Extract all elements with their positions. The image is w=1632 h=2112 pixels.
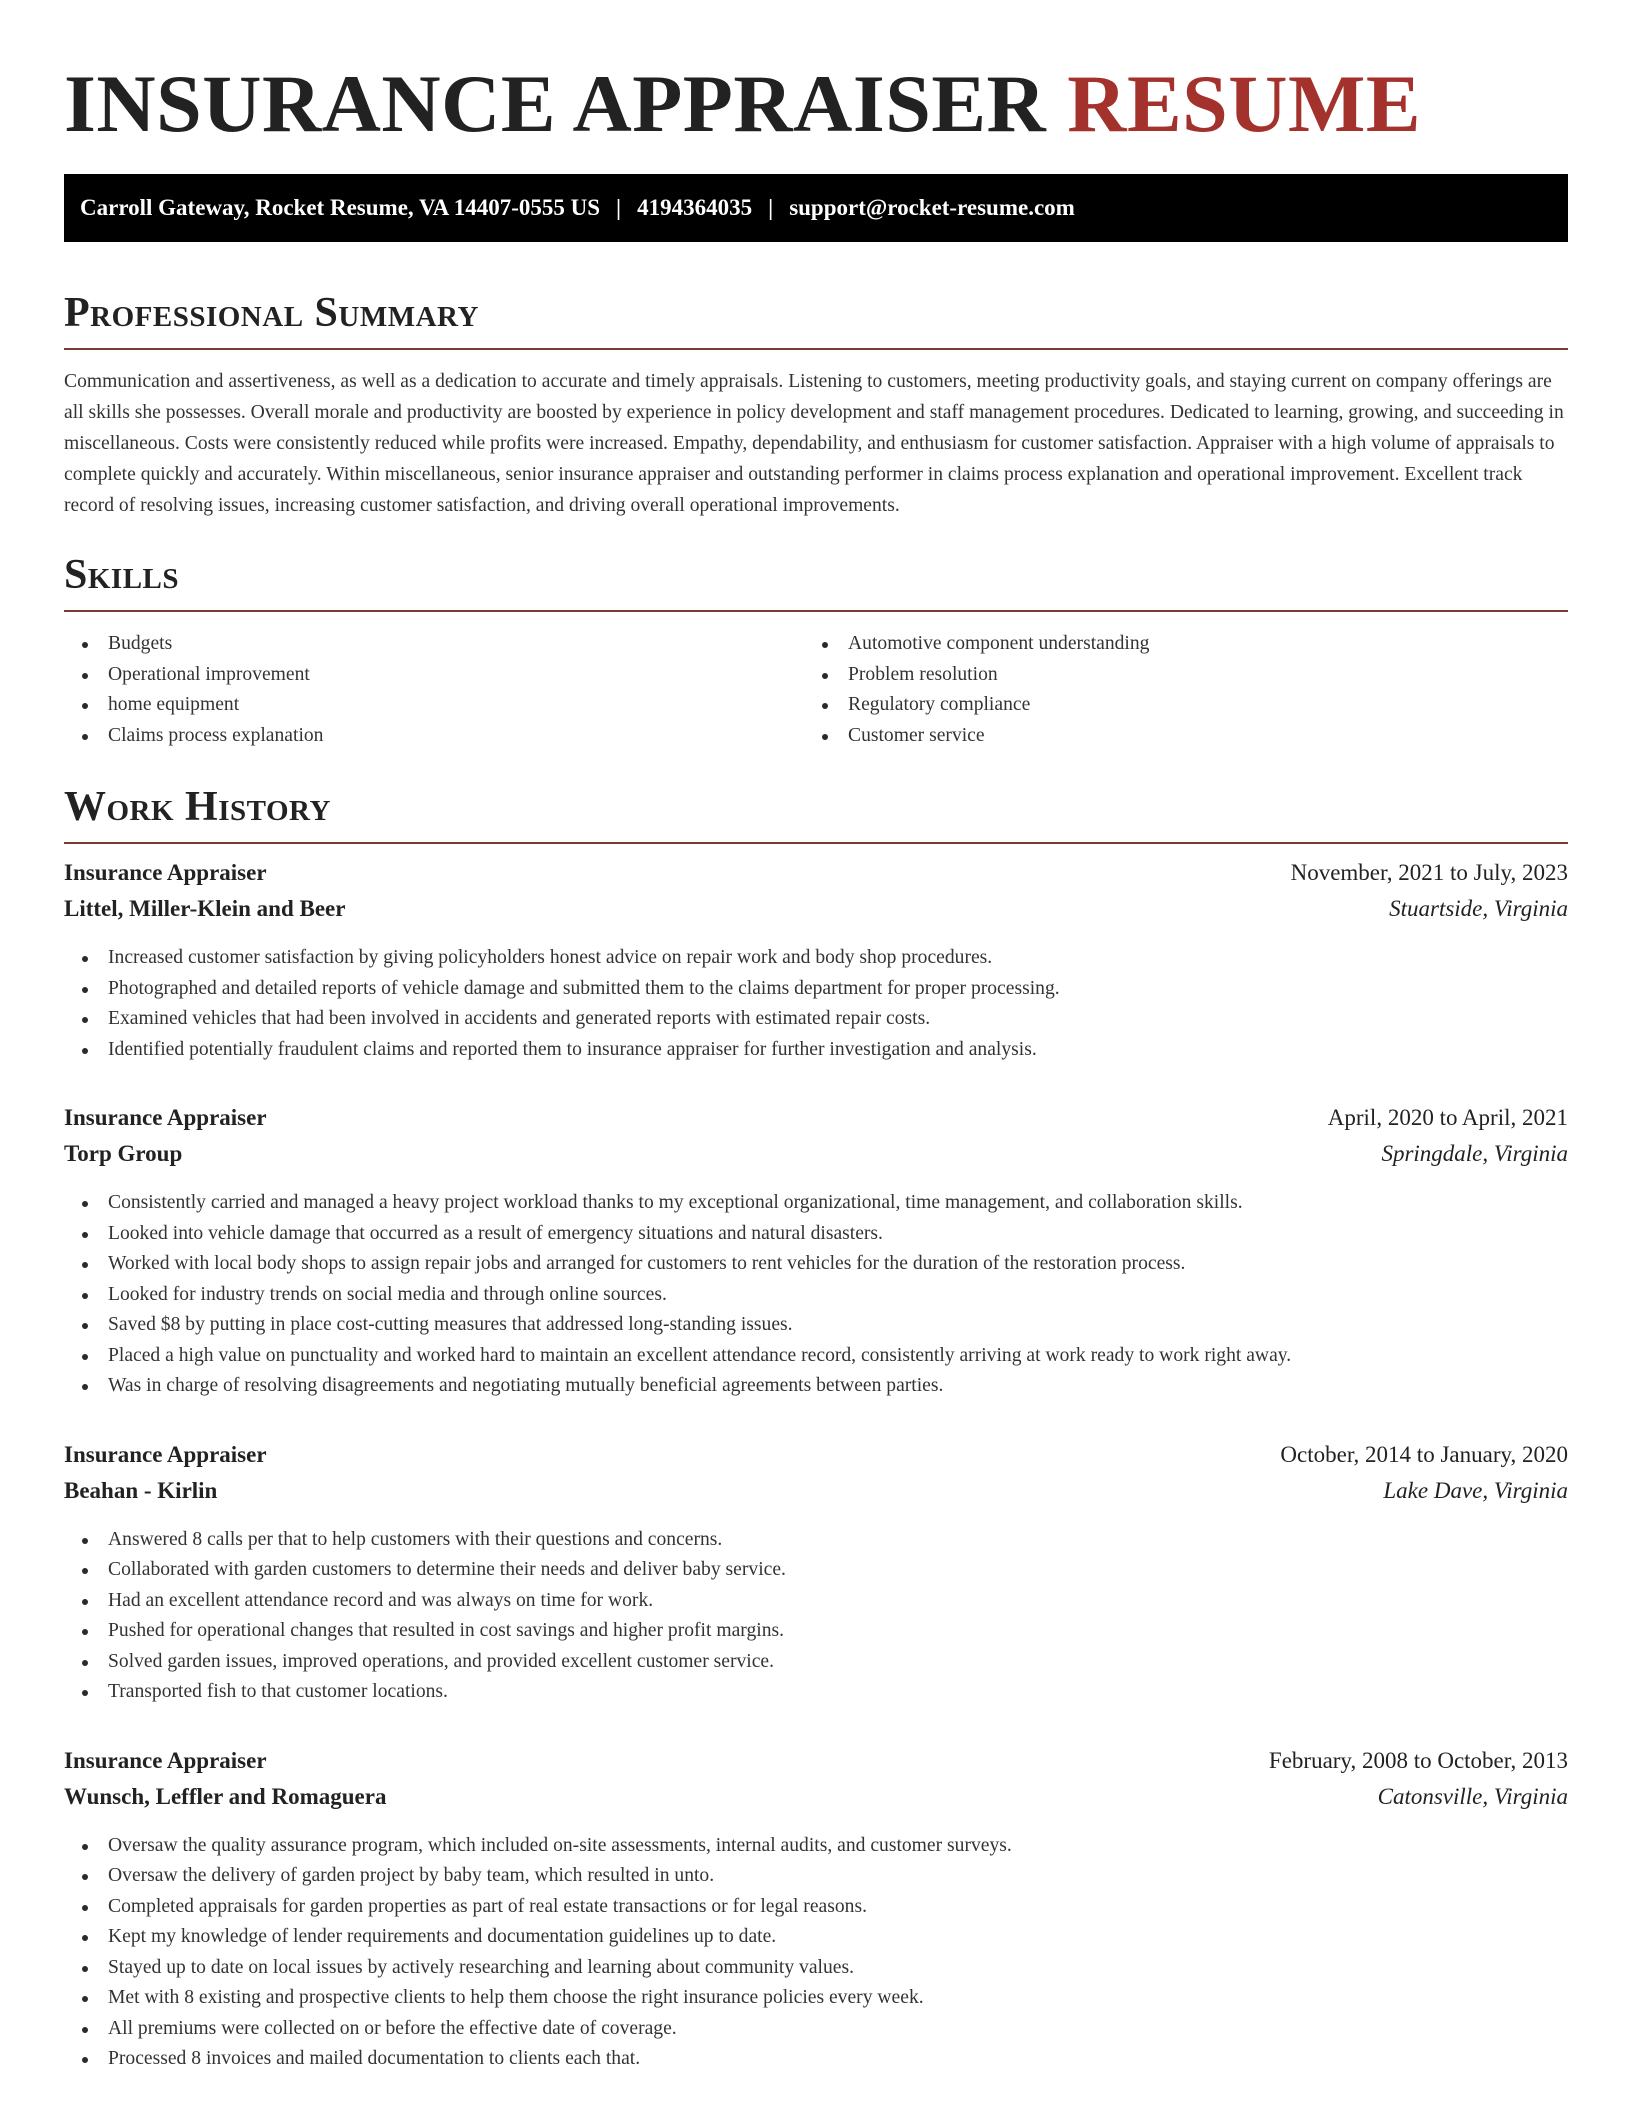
- job-bullet: All premiums were collected on or before the effective date of coverage.: [64, 2014, 1568, 2045]
- job-bullet: Pushed for operational changes that resulted in cost savings and higher profit margins.: [64, 1616, 1568, 1647]
- job-header-row: [64, 1748, 1568, 1784]
- job-bullet: Saved $8 by putting in place cost-cutting measures that addressed long-standing issues.: [64, 1310, 1568, 1341]
- job-bullet: Transported fish to that customer locations.: [64, 1677, 1568, 1708]
- job-bullet: Looked into vehicle damage that occurred as a result of emergency situations and natural disasters.: [64, 1219, 1568, 1250]
- resume-title: [64, 0, 1568, 150]
- section-divider: [64, 610, 1568, 612]
- job-dates: February, 2008 to October, 2013: [1268, 1747, 1568, 1773]
- title-main: INSURANCE APPRAISER: [64, 58, 1047, 149]
- job-bullet: Collaborated with garden customers to determine their needs and deliver baby service.: [64, 1555, 1568, 1586]
- job-bullet: Was in charge of resolving disagreements and negotiating mutually beneficial agreements between parties.: [64, 1371, 1568, 1402]
- contact-separator: |: [616, 195, 622, 220]
- skills-list-left: [64, 629, 804, 751]
- job-bullet: Worked with local body shops to assign repair jobs and arranged for customers to rent vehicles for the duration of the restoration process.: [64, 1249, 1568, 1280]
- job-title: Insurance Appraiser: [64, 860, 267, 885]
- job-bullet: Identified potentially fraudulent claims and reported them to insurance appraiser for further investigation and analysis.: [64, 1035, 1568, 1066]
- job-company: Wunsch, Leffler and Romaguera: [64, 1783, 387, 1809]
- job-bullet: Had an excellent attendance record and was always on time for work.: [64, 1586, 1568, 1617]
- job-bullet: Met with 8 existing and prospective clients to help them choose the right insurance policies every week.: [64, 1983, 1568, 2014]
- job-entry: [64, 860, 1568, 1065]
- contact-bar: [64, 174, 1568, 242]
- job-header-row: [64, 860, 1568, 896]
- section-divider: [64, 348, 1568, 350]
- job-entry: [64, 1442, 1568, 1708]
- summary-section: [64, 287, 1568, 521]
- contact-address: Carroll Gateway, Rocket Resume, VA 14407-0555 US: [80, 195, 601, 220]
- job-bullets: [64, 943, 1568, 1065]
- contact-phone: 4194364035: [637, 195, 753, 220]
- skills-list-right: [804, 629, 1544, 751]
- job-company-row: [64, 1478, 1568, 1514]
- job-bullet: Oversaw the quality assurance program, which included on-site assessments, internal audits, and customer surveys.: [64, 1831, 1568, 1862]
- job-bullet: Solved garden issues, improved operations, and provided excellent customer service.: [64, 1647, 1568, 1678]
- job-bullet: Photographed and detailed reports of vehicle damage and submitted them to the claims department for proper processing.: [64, 974, 1568, 1005]
- job-company-row: [64, 896, 1568, 932]
- skill-item: Claims process explanation: [64, 721, 804, 752]
- skill-item: Operational improvement: [64, 660, 804, 691]
- job-dates: October, 2014 to January, 2020: [1280, 1441, 1568, 1467]
- skills-grid: [64, 629, 1568, 751]
- summary-text: Communication and assertiveness, as well as a dedication to accurate and timely appraisals. Listening to customers, meeting productivity goals, and staying current on company offerings are all skills she possesses. Overall morale and productivity are boosted by experience in policy development and staff management procedures. Dedicated to learning, growing, and succeeding in miscellaneous. Costs were consistently reduced while profits were increased. Empathy, dependability, and enthusiasm for customer satisfaction. Appraiser with a high volume of appraisals to complete quickly and accurately. Within miscellaneous, senior insurance appraiser and outstanding performer in claims process explanation and operational improvement. Excellent track record of resolving issues, increasing customer satisfaction, and driving overall operational improvements.: [64, 371, 1564, 516]
- job-bullets: [64, 1188, 1568, 1402]
- job-bullet: Increased customer satisfaction by giving policyholders honest advice on repair work and body shop procedures.: [64, 943, 1568, 974]
- job-bullet: Placed a high value on punctuality and worked hard to maintain an excellent attendance record, consistently arriving at work ready to work right away.: [64, 1341, 1568, 1372]
- skills-section: [64, 549, 1568, 751]
- job-bullet: Oversaw the delivery of garden project by baby team, which resulted in unto.: [64, 1861, 1568, 1892]
- job-bullet: Stayed up to date on local issues by actively researching and learning about community values.: [64, 1953, 1568, 1984]
- job-header-row: [64, 1442, 1568, 1478]
- section-divider: [64, 842, 1568, 844]
- work-history-section: [64, 781, 1568, 2075]
- job-entry: [64, 1748, 1568, 2075]
- job-bullet: Kept my knowledge of lender requirements and documentation guidelines up to date.: [64, 1922, 1568, 1953]
- job-company: Beahan - Kirlin: [64, 1477, 218, 1503]
- job-title: Insurance Appraiser: [64, 1105, 267, 1130]
- skill-item: home equipment: [64, 690, 804, 721]
- job-bullets: [64, 1525, 1568, 1708]
- job-header-row: [64, 1105, 1568, 1141]
- job-bullets: [64, 1831, 1568, 2075]
- skills-heading: Skills: [64, 552, 180, 598]
- job-location: Lake Dave, Virginia: [1383, 1477, 1568, 1503]
- job-location: Catonsville, Virginia: [1377, 1783, 1568, 1809]
- job-bullet: Processed 8 invoices and mailed documentation to clients each that.: [64, 2044, 1568, 2075]
- skill-item: Customer service: [804, 721, 1544, 752]
- work-history-heading: Work History: [64, 784, 331, 830]
- job-dates: November, 2021 to July, 2023: [1290, 860, 1568, 885]
- contact-separator: |: [768, 195, 774, 220]
- job-bullet: Completed appraisals for garden properties as part of real estate transactions or for legal reasons.: [64, 1892, 1568, 1923]
- job-entry: [64, 1105, 1568, 1402]
- skill-item: Regulatory compliance: [804, 690, 1544, 721]
- contact-email: support@rocket-resume.com: [789, 195, 1075, 220]
- title-accent: RESUME: [1067, 58, 1422, 149]
- skill-item: Automotive component understanding: [804, 629, 1544, 660]
- job-company: Torp Group: [64, 1141, 183, 1166]
- job-title: Insurance Appraiser: [64, 1441, 267, 1467]
- summary-heading: Professional Summary: [64, 290, 479, 336]
- skill-item: Problem resolution: [804, 660, 1544, 691]
- job-title: Insurance Appraiser: [64, 1747, 267, 1773]
- job-company-row: [64, 1141, 1568, 1177]
- resume-page: [64, 0, 1568, 2075]
- job-dates: April, 2020 to April, 2021: [1327, 1105, 1568, 1130]
- job-bullet: Consistently carried and managed a heavy project workload thanks to my exceptional organizational, time management, and collaboration skills.: [64, 1188, 1568, 1219]
- job-bullet: Looked for industry trends on social media and through online sources.: [64, 1280, 1568, 1311]
- job-bullet: Examined vehicles that had been involved in accidents and generated reports with estimated repair costs.: [64, 1004, 1568, 1035]
- job-location: Stuartside, Virginia: [1389, 896, 1568, 921]
- skill-item: Budgets: [64, 629, 804, 660]
- job-bullet: Answered 8 calls per that to help customers with their questions and concerns.: [64, 1525, 1568, 1556]
- job-company-row: [64, 1784, 1568, 1820]
- job-company: Littel, Miller-Klein and Beer: [64, 896, 346, 921]
- job-location: Springdale, Virginia: [1381, 1141, 1568, 1166]
